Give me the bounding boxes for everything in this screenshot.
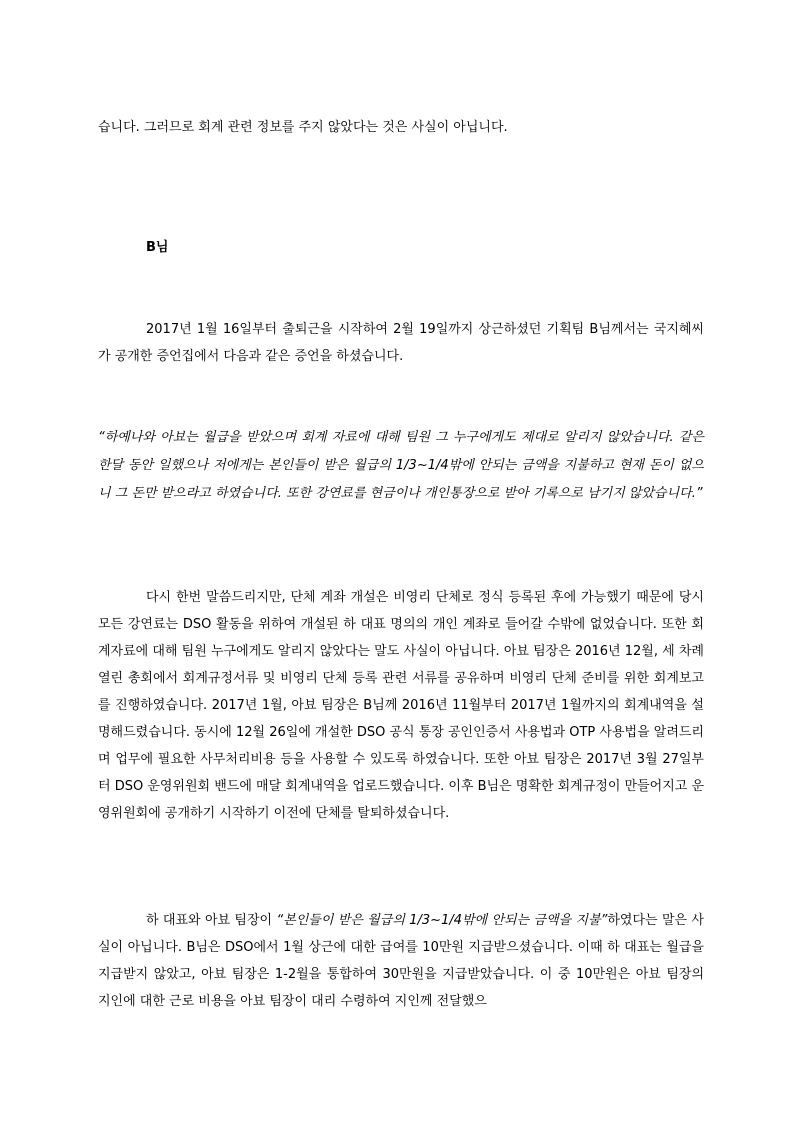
- paragraph-3-rest: 하였다는 말은 사실이 아닙니다. B님은 DSO에서 1월 상근에 대한 급여를 10만원 지급받으셨습니다. 이때 하 대표는 월급을 지급받지 않았고, 아뵤 팀장은 1-2월을 통합하여 30만원을 지급받았습니다. 이 중 10만원은 아뵤 팀장의 지인에 대한 근로 비용을 아뵤 팀장이 대리 수령하여 지인께 전달했으: [98, 913, 704, 1009]
- section-heading: B님: [146, 240, 169, 255]
- quote-block: “하예나와 아뵤는 월급을 받았으며 회계 자료에 대해 팀원 그 누구에게도 제대로 알리지 않았습니다. 같은 한달 동안 일했으나 저에게는 본인들이 받은 월급의 1/3~1/4밖에 안되는 금액을 지불하고 현재 돈이 없으니 그 돈만 받으라고 하였습니다. 또한 강연료를 현금이나 개인통장으로 받아 기록으로 남기지 않았습니다.”: [98, 430, 704, 501]
- paragraph-3-quoted: “본인들이 받은 월급의 1/3~1/4밖에 안되는 금액을 지불”: [276, 913, 608, 928]
- intro-line: 습니다. 그러므로 회계 관련 정보를 주지 않았다는 것은 사실이 아닙니다.: [98, 120, 508, 135]
- paragraph-3-lead: 하 대표와 아뵤 팀장이: [146, 913, 277, 928]
- paragraph-2: [98, 584, 704, 827]
- paragraph-3: [98, 907, 704, 1015]
- paragraph-2-text: 다시 한번 말씀드리지만, 단체 계좌 개설은 비영리 단체로 정식 등록된 후에 가능했기 때문에 당시 모든 강연료는 DSO 활동을 위하여 개설된 하 대표 명의의 개인 계좌로 들어갈 수밖에 없었습니다. 또한 회계자료에 대해 팀원 누구에게도 알리지 않았다는 말도 사실이 아닙니다. 아뵤 팀장은 2016년 12월, 세 차례 열린 총회에서 회계규정서류 및 비영리 단체 등록 관련 서류를 공유하며 비영리 단체 준비를 위한 회계보고를 진행하였습니다. 2017년 1월, 아뵤 팀장은 B님께 2016년 11월부터 2017년 1월까지의 회계내역을 설명해드렸습니다. 동시에 12월 26일에 개설한 DSO 공식 통장 공인인증서 사용법과 OTP 사용법을 알려드리며 업무에 필요한 사무처리비용 등을 사용할 수 있도록 하였습니다. 또한 아뵤 팀장은 2017년 3월 27일부터 DSO 운영위원회 밴드에 매달 회계내역을 업로드했습니다. 이후 B님은 명확한 회계규정이 만들어지고 운영위원회에 공개하기 시작하기 이전에 단체를 탈퇴하셨습니다.: [98, 590, 705, 821]
- paragraph-1: 2017년 1월 16일부터 출퇴근을 시작하여 2월 19일까지 상근하셨던 기획팀 B님께서는 국지혜씨가 공개한 증언집에서 다음과 같은 증언을 하셨습니다.: [98, 322, 704, 364]
